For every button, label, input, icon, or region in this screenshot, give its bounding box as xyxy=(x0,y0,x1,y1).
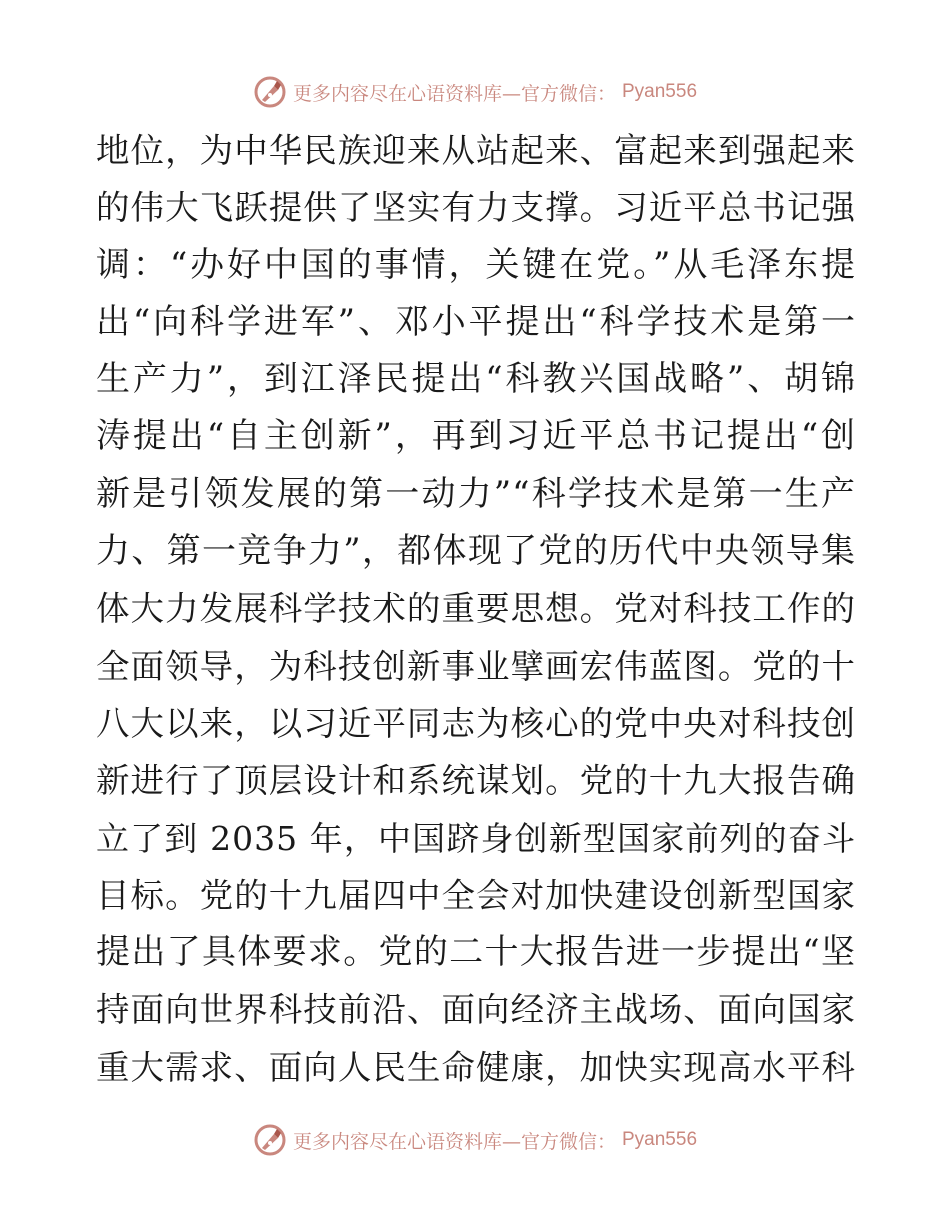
document-body xyxy=(96,122,856,1096)
pen-nib-logo-icon xyxy=(253,75,287,109)
text-line: 调：“办好中国的事情，关键在党。”从毛泽东提 xyxy=(96,244,856,285)
header-watermark xyxy=(0,72,950,112)
watermark-text: 更多内容尽在心语资料库—官方微信： xyxy=(292,82,616,105)
text-line: 涛提出“自主创新”，再到习近平总书记提出“创 xyxy=(96,416,856,457)
text-line: 持面向世界科技前沿、面向经济主战场、面向国家 xyxy=(96,990,856,1030)
text-line: 提出了具体要求。党的二十大报告进一步提出“坚 xyxy=(96,932,856,973)
text-line: 新是引领发展的第一动力”“科学技术是第一生产 xyxy=(96,473,856,514)
text-line: 生产力”，到江泽民提出“科教兴国战略”、胡锦 xyxy=(96,359,856,400)
text-line: 体大力发展科学技术的重要思想。党对科技工作的 xyxy=(96,589,856,629)
watermark-wechat-id: Pyan556 xyxy=(622,81,698,102)
text-line: 新进行了顶层设计和系统谋划。党的十九大报告确 xyxy=(96,761,856,801)
text-line: 地位，为中华民族迎来从站起来、富起来到强起来 xyxy=(96,131,856,170)
text-line: 的伟大飞跃提供了坚实有力支撑。习近平总书记强 xyxy=(96,188,856,228)
text-line: 全面领导，为科技创新事业擘画宏伟蓝图。党的十 xyxy=(96,646,856,686)
watermark-text: 更多内容尽在心语资料库—官方微信： xyxy=(292,1130,616,1153)
text-line: 八大以来，以习近平同志为核心的党中央对科技创 xyxy=(96,703,856,743)
text-line: 立了到 2035 年，中国跻身创新型国家前列的奋斗 xyxy=(96,818,856,858)
text-line: 重大需求、面向人民生命健康，加快实现高水平科 xyxy=(96,1047,856,1087)
pen-nib-logo-icon xyxy=(253,1123,287,1157)
text-line: 力、第一竞争力”，都体现了党的历代中央领导集 xyxy=(96,531,856,572)
text-line: 出“向科学进军”、邓小平提出“科学技术是第一 xyxy=(96,301,856,342)
footer-watermark xyxy=(0,1120,950,1160)
text-line: 目标。党的十九届四中全会对加快建设创新型国家 xyxy=(96,875,856,915)
watermark-wechat-id: Pyan556 xyxy=(622,1129,698,1150)
